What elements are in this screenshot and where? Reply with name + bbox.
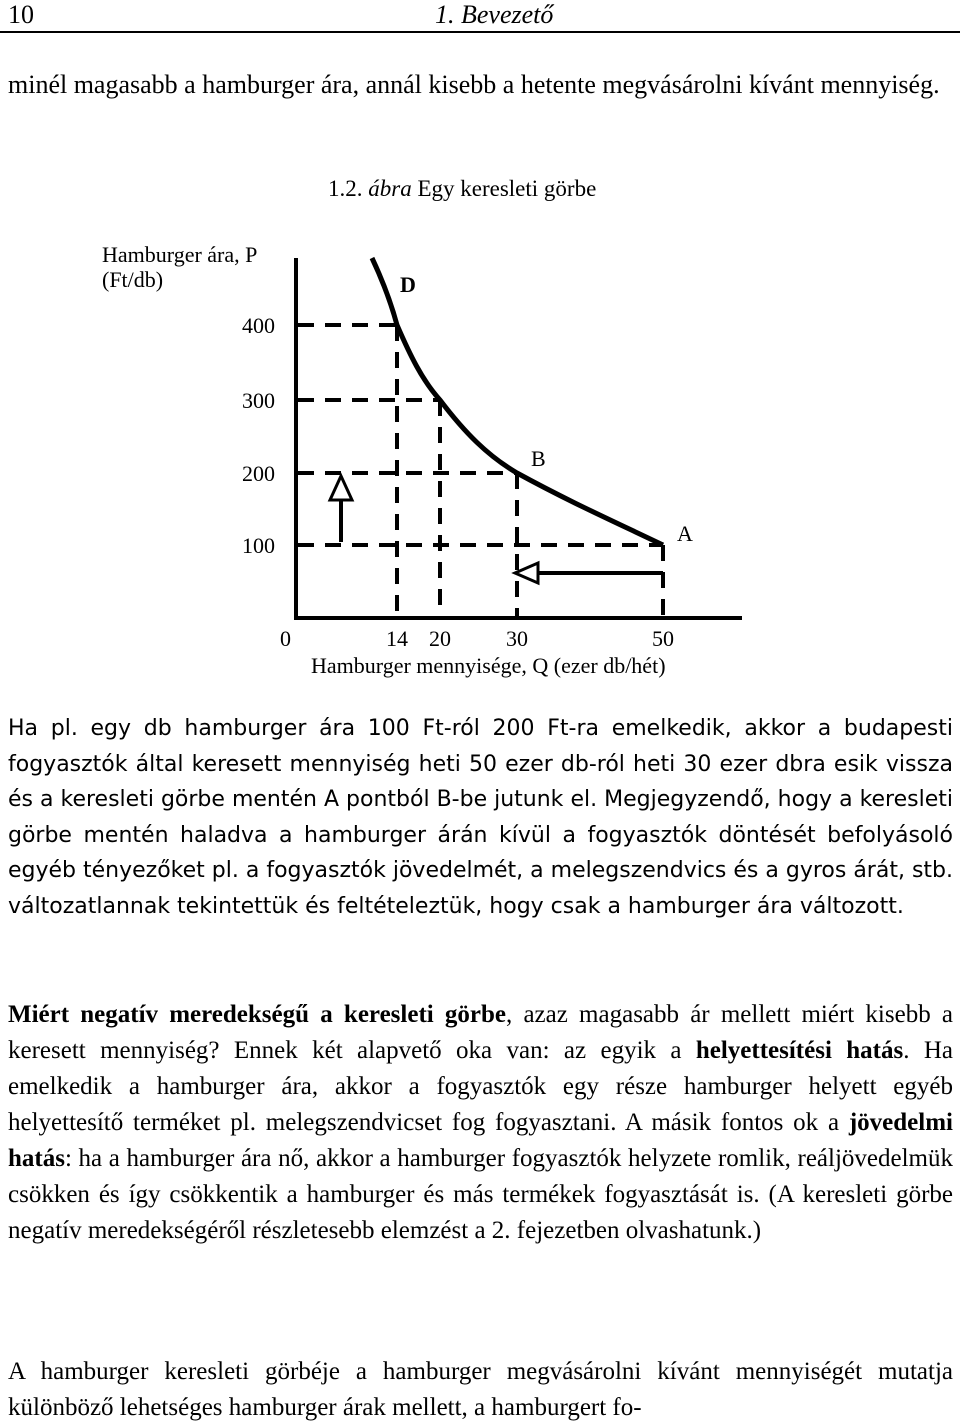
y-tick-label: 400: [242, 313, 275, 338]
running-head: 1. Bevezető: [435, 0, 554, 29]
y-axis-title-line1: Hamburger ára, P: [102, 242, 258, 267]
figure-caption: [328, 176, 596, 201]
intro-paragraph: minél magasabb a hamburger ára, annál kisebb a hetente megvásárolni kívánt mennyiség.: [8, 70, 940, 99]
figure-caption-italic: ábra: [368, 176, 412, 201]
y-tick-label: 300: [242, 388, 275, 413]
price-increase-arrow: [330, 476, 352, 542]
text-run-3: : ha a hamburger ára nő, akkor a hamburger fogyasztók helyzete romlik, reáljövedelmük csökken és így csökkentik a hamburger és más termékek fogyasztását is. (A keresleti görbe negatív meredekségéről részletesebb elemzést a 2. fejezetben olvashatunk.): [8, 1145, 953, 1244]
page-number: 10: [8, 0, 34, 29]
x-tick-label: 14: [386, 626, 408, 651]
x-tick-label: 20: [429, 626, 451, 651]
bold-substitution-effect: helyettesítési hatás: [695, 1037, 904, 1064]
paragraph-demand-curve: A hamburger keresleti görbéje a hamburger megvásárolni kívánt mennyiségét mutatja különböző lehetséges hamburger árak mellett, a hamburgert fo-: [8, 1358, 953, 1421]
curve-label-d: D: [400, 272, 416, 297]
point-a-label: A: [677, 521, 693, 546]
y-axis-title-line2: (Ft/db): [102, 267, 164, 292]
x-tick-label: 30: [506, 626, 528, 651]
demand-curve-figure: [0, 160, 960, 690]
x-tick-label: 50: [652, 626, 674, 651]
paragraph-example: Ha pl. egy db hamburger ára 100 Ft-ról 200 Ft-ra emelkedik, akkor a budapesti fogyasztók által keresett mennyiség heti 50 ezer db-ról heti 30 ezer dbra esik vissza és a keresleti görbe mentén A pontból B-be jutunk el. Megjegyzendő, hogy a keresleti görbe mentén haladva a hamburger árán kívül a fogyasztók döntését befolyásoló egyéb tényezőket pl. a fogyasztók jövedelmét, a melegszendvics és a gyros árát, stb. változatlannak tekintettük és feltételeztük, hogy csak a hamburger ára változott.: [8, 716, 953, 919]
quantity-decrease-arrow: [515, 563, 663, 583]
y-tick-label: 100: [242, 533, 275, 558]
x-axis-title: Hamburger mennyisége, Q (ezer db/hét): [311, 653, 666, 678]
figure-caption-number: 1.2.: [328, 176, 369, 201]
paragraph-negative-slope: [8, 997, 953, 1249]
point-b-label: B: [531, 446, 546, 471]
header-rule: [0, 31, 960, 33]
bold-question: Miért negatív meredekségű a keresleti görbe: [8, 1001, 507, 1028]
text-run-2: . Ha emelkedik a hamburger ára, akkor a fogyasztók egy része hamburger helyett egyéb helyettesítő terméket pl. melegszendvicset fog fogyasztani. A másik fontos ok a: [8, 1037, 953, 1136]
page-header: [0, 0, 960, 34]
bold-income-effect: jövedelmi hatás: [8, 1109, 953, 1172]
figure-caption-text: Egy keresleti görbe: [411, 176, 597, 201]
text-run-1: , azaz magasabb ár mellett miért kisebb a keresett mennyiség? Ennek két alapvető oka van: az egyik a: [8, 1001, 953, 1064]
y-tick-label: 200: [242, 461, 275, 486]
origin-label: 0: [280, 626, 291, 651]
